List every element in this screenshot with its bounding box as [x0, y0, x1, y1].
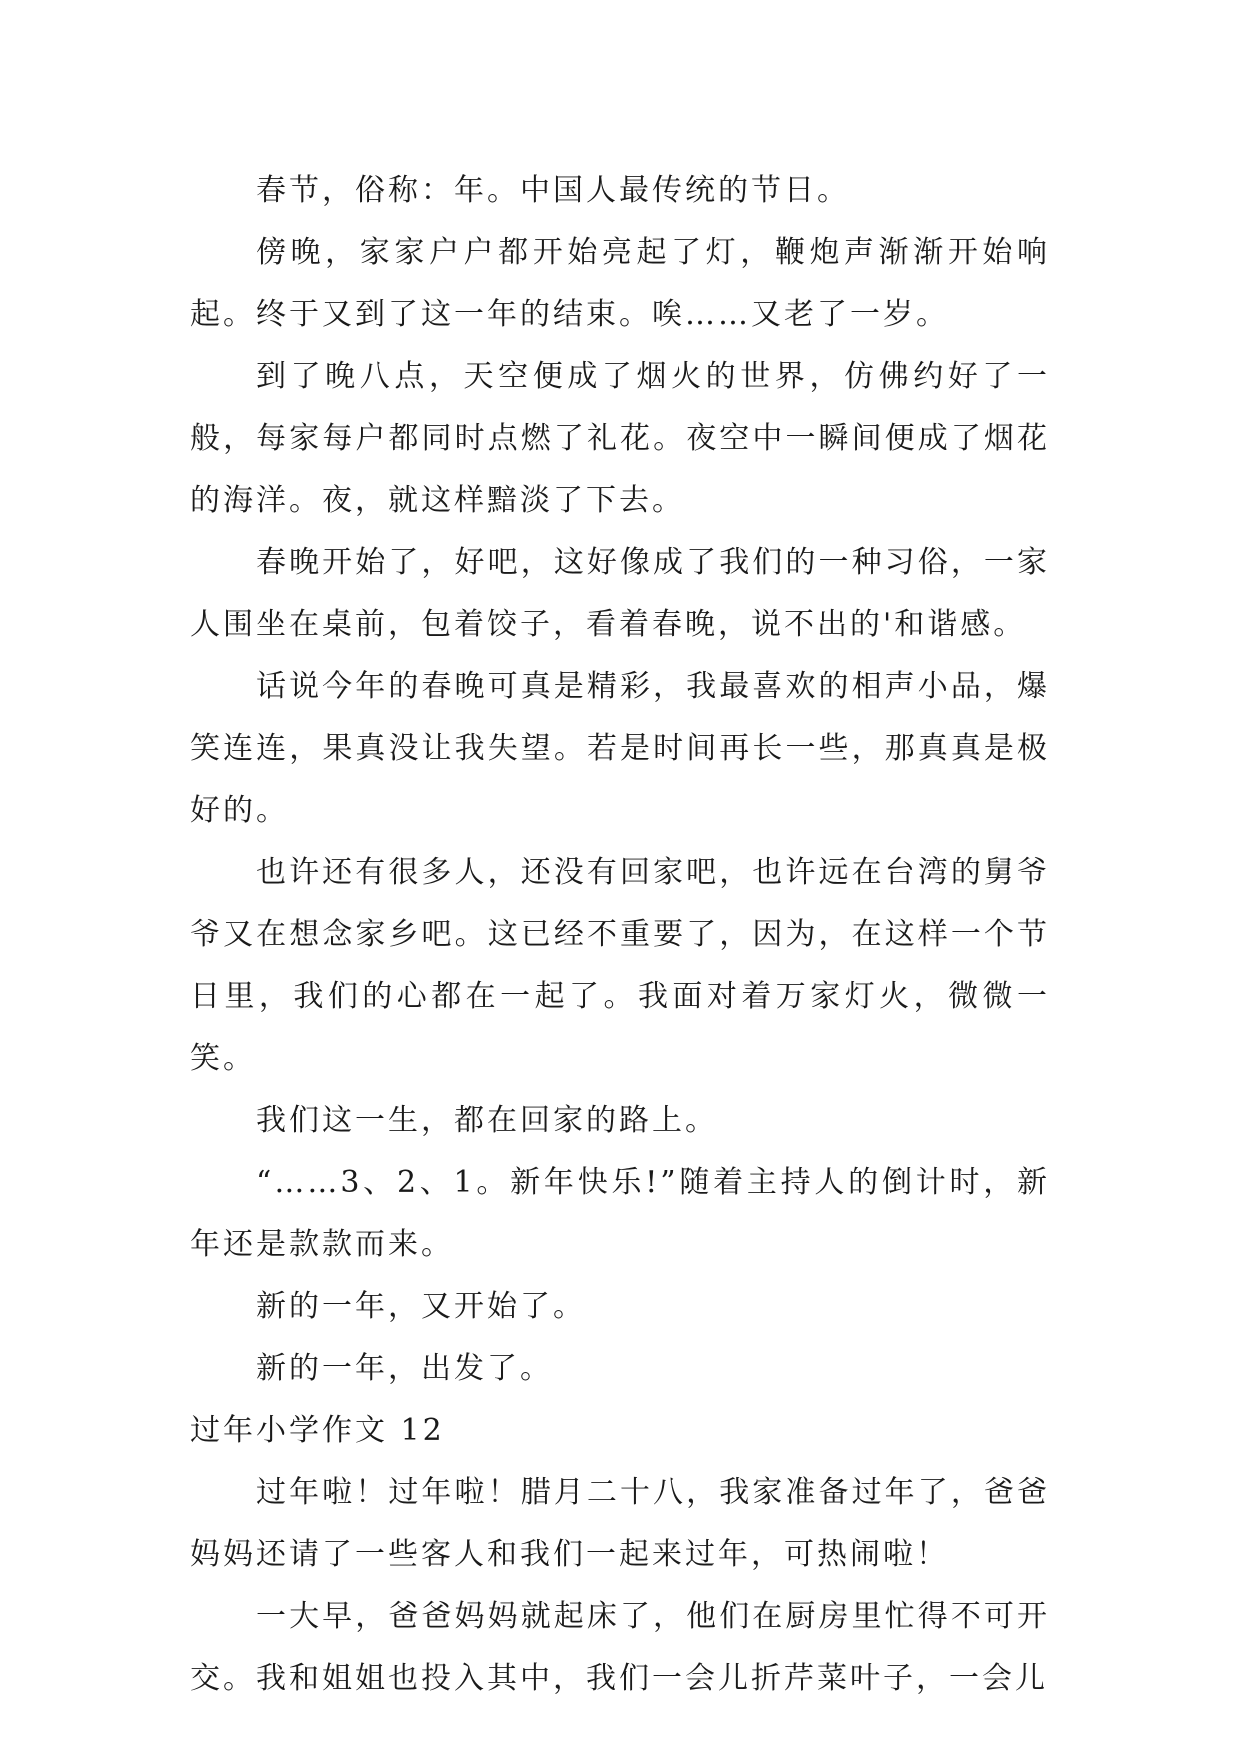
section-heading: 过年小学作文 12 — [190, 1413, 445, 1448]
paragraph: 傍晚，家家户户都开始亮起了灯，鞭炮声渐渐开始响起。终于又到了这一年的结束。唉……又老了一岁。 — [190, 235, 1050, 332]
paragraph: 也许还有很多人，还没有回家吧，也许远在台湾的舅爷爷又在想念家乡吧。这已经不重要了，因为，在这样一个节日里，我们的心都在一起了。我面对着万家灯火，微微一笑。 — [190, 855, 1050, 1076]
paragraph: 春晚开始了，好吧，这好像成了我们的一种习俗，一家人围坐在桌前，包着饺子，看着春晚，说不出的'和谐感。 — [190, 545, 1050, 642]
paragraph: 一大早，爸爸妈妈就起床了，他们在厨房里忙得不可开交。我和姐姐也投入其中，我们一会儿折芹菜叶子，一会儿 — [190, 1599, 1050, 1696]
paragraph: 春节，俗称：年。中国人最传统的节日。 — [256, 173, 850, 208]
paragraph: 我们这一生，都在回家的路上。 — [256, 1103, 718, 1138]
paragraph: “……3、2、1。新年快乐!”随着主持人的倒计时，新年还是款款而来。 — [190, 1165, 1050, 1262]
paragraph: 新的一年，又开始了。 — [256, 1289, 586, 1324]
paragraph: 到了晚八点，天空便成了烟火的世界，仿佛约好了一般，每家每户都同时点燃了礼花。夜空中一瞬间便成了烟花的海洋。夜，就这样黯淡了下去。 — [190, 359, 1050, 518]
document-page — [190, 160, 1050, 1710]
paragraph: 过年啦！过年啦！腊月二十八，我家准备过年了，爸爸妈妈还请了一些客人和我们一起来过年，可热闹啦！ — [190, 1475, 1050, 1572]
paragraph: 话说今年的春晚可真是精彩，我最喜欢的相声小品，爆笑连连，果真没让我失望。若是时间再长一些，那真真是极好的。 — [190, 669, 1050, 828]
paragraph: 新的一年，出发了。 — [256, 1351, 553, 1386]
